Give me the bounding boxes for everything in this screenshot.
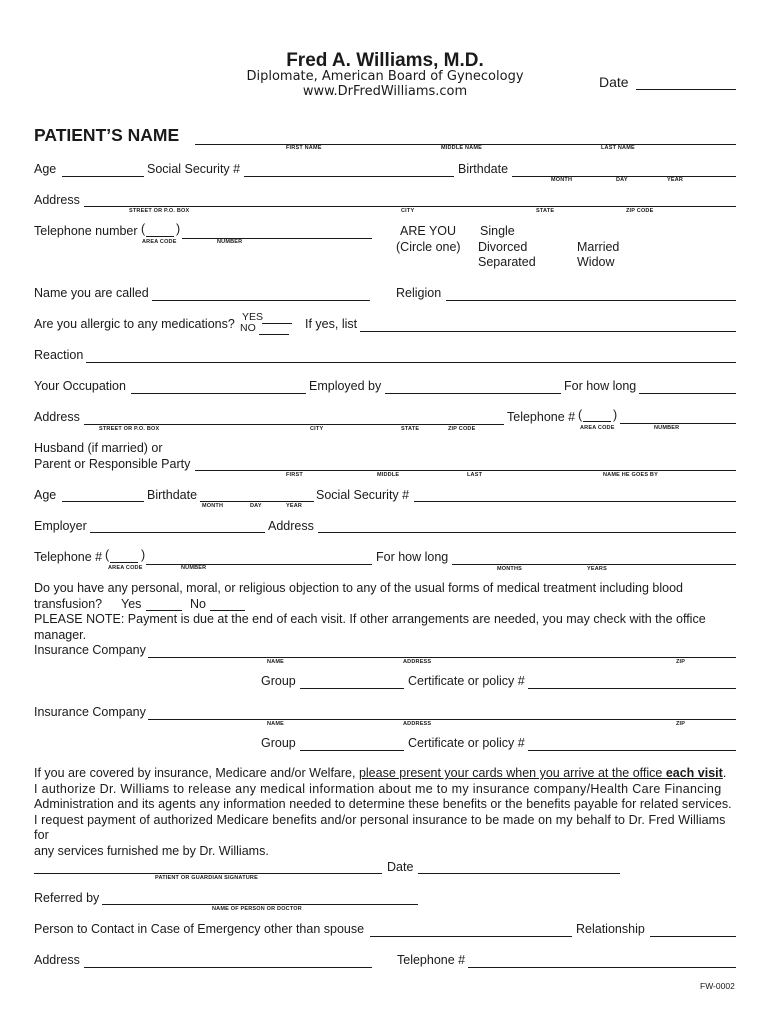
objection-yes-field[interactable] [146, 610, 182, 611]
resp-year-caption: YEAR [286, 503, 303, 509]
resp-first-caption: FIRST [286, 472, 303, 478]
work-address-field[interactable] [84, 424, 504, 425]
work-zip-caption: ZIP CODE [448, 426, 476, 432]
religion-label: Religion [396, 286, 442, 300]
resp-paren-open: ( [105, 548, 110, 562]
signature-caption: PATIENT OR GUARDIAN SIGNATURE [155, 875, 258, 881]
husband-label: Husband (if married) or [34, 441, 163, 455]
authorization-text [34, 766, 736, 860]
signature-date-field[interactable] [418, 873, 620, 874]
resp-months-caption: MONTHS [497, 566, 523, 572]
resp-birthdate-field[interactable] [200, 501, 314, 502]
telephone-label: Telephone number [34, 224, 138, 238]
resp-last-caption: LAST [467, 472, 483, 478]
resp-telephone-label: Telephone # [34, 550, 103, 564]
resp-month-caption: MONTH [202, 503, 224, 509]
resp-number-caption: NUMBER [181, 565, 207, 571]
age-field[interactable] [62, 176, 144, 177]
payment-note: PLEASE NOTE: Payment is due at the end of each visit. If other arrangements are needed, you may check with the office [34, 612, 706, 626]
status-married[interactable]: Married [577, 240, 620, 254]
work-paren-open: ( [578, 408, 583, 422]
group-field-2[interactable] [300, 750, 404, 751]
work-area-code-caption: AREA CODE [580, 425, 615, 431]
resp-ssn-label: Social Security # [316, 488, 410, 502]
insurance-company-field-2[interactable] [148, 719, 736, 720]
work-telephone-field[interactable] [620, 423, 736, 424]
resp-area-code-caption: AREA CODE [108, 565, 143, 571]
release-consent-line-1: I authorize Dr. Williams to release any medical information about me to my insurance company/Health Care Financing [34, 781, 722, 796]
emergency-address-field[interactable] [84, 967, 372, 968]
called-field[interactable] [152, 300, 370, 301]
street-caption: STREET OR P.O. BOX [129, 208, 190, 214]
ins1-zip-caption: ZIP [676, 659, 686, 665]
resp-address-field[interactable] [318, 532, 736, 533]
allergic-no-field[interactable] [259, 334, 289, 335]
ssn-label: Social Security # [147, 162, 241, 176]
allergic-yes-label: YES [242, 311, 264, 323]
payment-note-cont: manager. [34, 628, 87, 642]
doctor-website: www.DrFredWilliams.com [302, 84, 468, 99]
occupation-field[interactable] [131, 393, 306, 394]
circle-one-label: (Circle one) [396, 240, 461, 254]
responsible-name-field[interactable] [195, 470, 736, 471]
area-code-caption: AREA CODE [142, 239, 177, 245]
work-paren-close: ) [613, 408, 618, 422]
transfusion-label: transfusion? [34, 597, 103, 611]
certificate-label-1: Certificate or policy # [408, 674, 525, 688]
area-code-field[interactable] [146, 236, 174, 237]
certificate-label-2: Certificate or policy # [408, 736, 525, 750]
year-caption: YEAR [667, 177, 684, 183]
resp-day-caption: DAY [250, 503, 262, 509]
are-you-label: ARE YOU [400, 224, 457, 238]
group-label-2: Group [261, 736, 296, 750]
reaction-label: Reaction [34, 348, 84, 362]
resp-ssn-field[interactable] [414, 501, 736, 502]
resp-how-long-label: For how long [376, 550, 449, 564]
resp-area-code-field[interactable] [110, 562, 138, 563]
paren-open: ( [141, 222, 146, 236]
status-single[interactable]: Single [480, 224, 515, 238]
ins2-name-caption: NAME [267, 721, 284, 727]
group-field-1[interactable] [300, 688, 404, 689]
objection-no-label: No [190, 597, 206, 611]
resp-paren-close: ) [141, 548, 146, 562]
religion-field[interactable] [446, 300, 736, 301]
resp-middle-caption: MIDDLE [377, 472, 400, 478]
ins2-address-caption: ADDRESS [403, 721, 432, 727]
allergic-no-label: NO [240, 322, 256, 334]
work-city-caption: CITY [310, 426, 324, 432]
date-label: Date [599, 74, 629, 90]
reaction-field[interactable] [86, 362, 736, 363]
last-name-caption: LAST NAME [601, 145, 635, 151]
day-caption: DAY [616, 177, 628, 183]
work-state-caption: STATE [401, 426, 420, 432]
occupation-label: Your Occupation [34, 379, 126, 393]
allergic-yes-field[interactable] [262, 323, 292, 324]
work-address-label: Address [34, 410, 80, 424]
first-name-caption: FIRST NAME [286, 145, 322, 151]
doctor-name: Fred A. Williams, M.D. [286, 50, 484, 71]
paren-close: ) [176, 222, 181, 236]
work-telephone-label: Telephone # [507, 410, 576, 424]
ins1-name-caption: NAME [267, 659, 284, 665]
insurance-notice: If you are covered by insurance, Medicare and/or Welfare, please present your cards when you arrive at the office each visit. [34, 766, 727, 780]
status-widow[interactable]: Widow [577, 255, 615, 269]
resp-years-caption: YEARS [587, 566, 607, 572]
resp-how-long-field[interactable] [452, 564, 736, 565]
telephone-field[interactable] [182, 238, 372, 239]
ins2-zip-caption: ZIP [676, 721, 686, 727]
insurance-company-label-2: Insurance Company [34, 705, 146, 719]
emergency-telephone-field[interactable] [468, 967, 736, 968]
resp-goes-by-caption: NAME HE GOES BY [603, 472, 658, 478]
status-divorced[interactable]: Divorced [478, 240, 528, 254]
work-number-caption: NUMBER [654, 425, 680, 431]
responsible-party-label: Parent or Responsible Party [34, 457, 191, 471]
city-caption: CITY [401, 208, 415, 214]
referred-caption: NAME OF PERSON OR DOCTOR [212, 906, 302, 912]
referred-label: Referred by [34, 891, 100, 905]
middle-name-caption: MIDDLE NAME [441, 145, 483, 151]
resp-employer-label: Employer [34, 519, 87, 533]
signature-field[interactable] [34, 873, 382, 874]
ssn-field[interactable] [244, 176, 454, 177]
work-area-code-field[interactable] [583, 421, 611, 422]
referred-field[interactable] [102, 904, 418, 905]
relationship-field[interactable] [650, 936, 736, 937]
payment-consent-line-1: I request payment of authorized Medicare benefits and/or personal insurance to be made on my behalf to Dr. Fred Williams for [34, 812, 726, 843]
resp-age-label: Age [34, 488, 57, 502]
certificate-field-1[interactable] [528, 688, 736, 689]
release-consent-line-2: Administration and its agents any information needed to determine these benefits or the benefits payable for related services. [34, 797, 732, 812]
objection-no-field[interactable] [210, 610, 245, 611]
how-long-label: For how long [564, 379, 637, 393]
age-label: Age [34, 162, 57, 176]
objection-question: Do you have any personal, moral, or religious objection to any of the usual forms of medical treatment including blood [34, 581, 683, 595]
insurance-company-field-1[interactable] [148, 657, 736, 658]
date-field[interactable] [636, 89, 736, 90]
relationship-label: Relationship [576, 922, 645, 936]
month-caption: MONTH [551, 177, 573, 183]
called-label: Name you are called [34, 286, 149, 300]
medications-field[interactable] [360, 331, 736, 332]
emergency-telephone-label: Telephone # [397, 953, 466, 967]
signature-date-label: Date [387, 860, 414, 874]
address-field[interactable] [84, 206, 736, 207]
payment-consent-line-2: any services furnished me by Dr. Williams. [34, 843, 269, 858]
resp-age-field[interactable] [62, 501, 144, 502]
doctor-credentials: Diplomate, American Board of Gynecology [246, 69, 524, 84]
status-separated[interactable]: Separated [478, 255, 536, 269]
patient-name-label: PATIENT’S NAME [34, 125, 180, 145]
ins1-address-caption: ADDRESS [403, 659, 432, 665]
employed-label: Employed by [309, 379, 382, 393]
employer-field[interactable] [385, 393, 561, 394]
resp-address-label: Address [268, 519, 314, 533]
resp-birthdate-label: Birthdate [147, 488, 198, 502]
emergency-contact-label: Person to Contact in Case of Emergency other than spouse [34, 922, 365, 936]
insurance-company-label-1: Insurance Company [34, 643, 146, 657]
emergency-contact-field[interactable] [370, 936, 572, 937]
resp-employer-field[interactable] [90, 532, 265, 533]
address-label: Address [34, 193, 80, 207]
work-street-caption: STREET OR P.O. BOX [99, 426, 160, 432]
birthdate-label: Birthdate [458, 162, 509, 176]
zip-caption: ZIP CODE [626, 208, 654, 214]
how-long-field[interactable] [639, 393, 736, 394]
group-label-1: Group [261, 674, 296, 688]
state-caption: STATE [536, 208, 555, 214]
emergency-address-label: Address [34, 953, 80, 967]
certificate-field-2[interactable] [528, 750, 736, 751]
form-code: FW-0002 [700, 981, 735, 991]
objection-yes-label: Yes [121, 597, 142, 611]
number-caption: NUMBER [217, 239, 243, 245]
allergic-label: Are you allergic to any medications? [34, 317, 235, 331]
if-yes-label: If yes, list [305, 317, 358, 331]
resp-telephone-field[interactable] [146, 564, 372, 565]
